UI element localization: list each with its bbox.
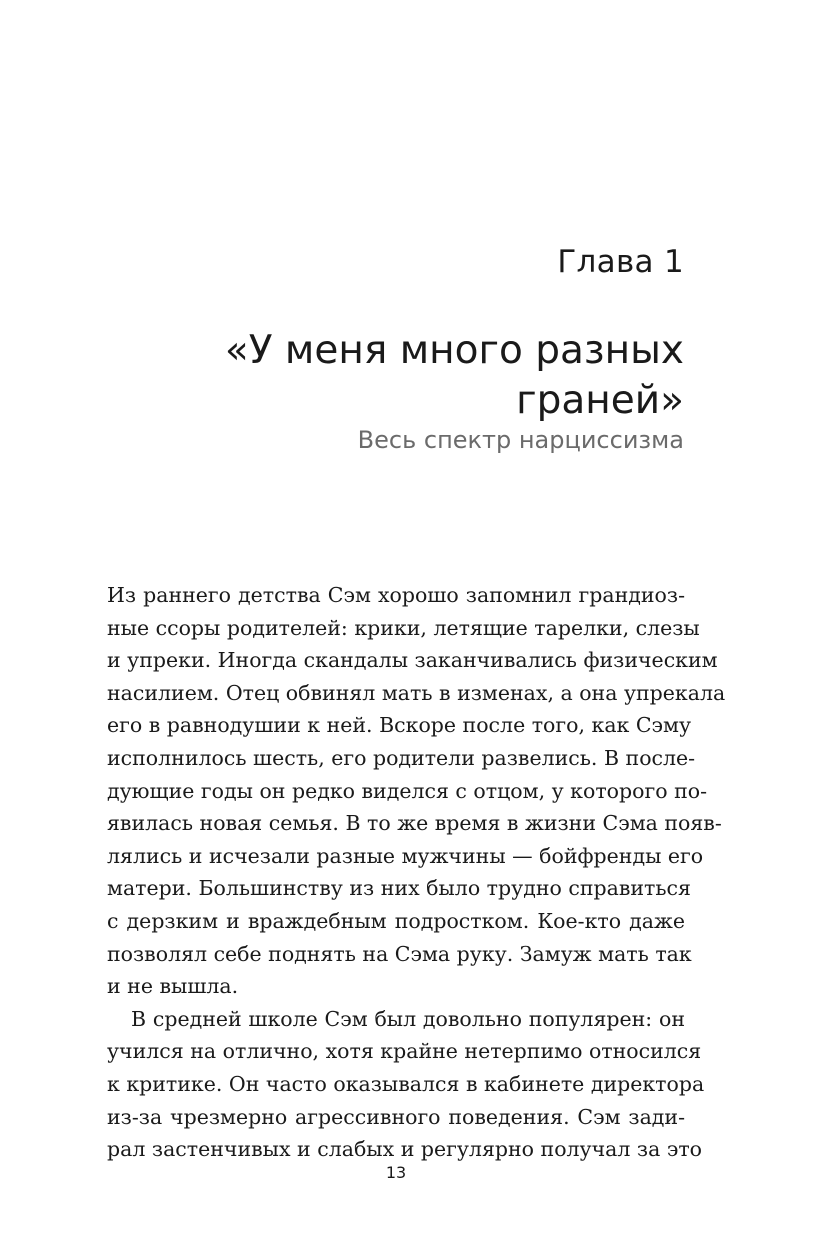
body-line: ные ссоры родителей: крики, летящие тарелки, слезы <box>107 615 700 640</box>
body-line: явилась новая семья. В то же время в жизни Сэма появ- <box>107 811 722 836</box>
body-line: и не вышла. <box>107 974 239 999</box>
body-line: и упреки. Иногда скандалы заканчивались физическим <box>107 648 718 673</box>
body-line: Из раннего детства Сэм хорошо запомнил грандиоз- <box>107 583 685 607</box>
chapter-title-line: граней» <box>516 378 684 423</box>
page-number: 13 <box>385 1163 407 1182</box>
chapter-label: Глава 1 <box>557 244 684 280</box>
body-line: насилием. Отец обвинял мать в изменах, а она упрекала <box>107 680 726 705</box>
body-line: учился на отлично, хотя крайне нетерпимо относился <box>107 1039 702 1064</box>
body-line: с дерзким и враждебным подростком. Кое-кто даже <box>107 908 685 933</box>
chapter-title-line: «У меня много разных <box>224 328 684 373</box>
body-line: его в равнодушии к ней. Вскоре после того, как Сэму <box>107 713 692 738</box>
chapter-subtitle: Весь спектр нарциссизма <box>357 426 684 454</box>
body-line: В средней школе Сэм был довольно популярен: он <box>131 1006 685 1031</box>
body-line: исполнилось шесть, его родители развелись. В после- <box>107 745 696 770</box>
body-line: дующие годы он редко виделся с отцом, у которого по- <box>107 778 708 803</box>
body-line: из-за чрезмерно агрессивного поведения. Сэм зади- <box>107 1104 685 1129</box>
body-line: рал застенчивых и слабых и регулярно получал за это <box>107 1137 703 1162</box>
body-line: лялись и исчезали разные мужчины — бойфренды его <box>107 843 704 868</box>
body-line: к критике. Он часто оказывался в кабинете директора <box>107 1071 705 1096</box>
body-line: позволял себе поднять на Сэма руку. Замуж мать так <box>107 941 692 966</box>
body-line: матери. Большинству из них было трудно справиться <box>107 876 691 901</box>
chapter-title <box>124 326 684 426</box>
body-text <box>107 579 726 1166</box>
